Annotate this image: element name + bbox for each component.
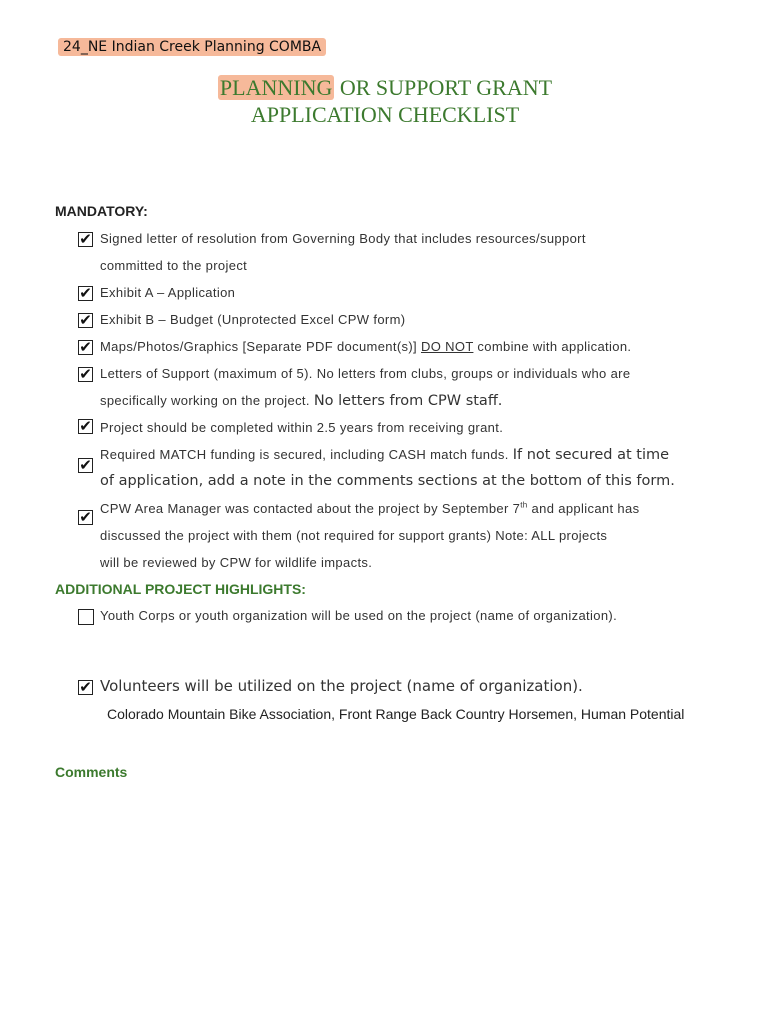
item-text-segment: CPW Area Manager was contacted about the project by September 7	[100, 501, 521, 516]
checkbox-checked-icon[interactable]: ✔	[79, 417, 92, 435]
item-text-line: Project should be completed within 2.5 years from receiving grant.	[100, 420, 504, 435]
item-text-line: of application, add a note in the comments sections at the bottom of this form.	[100, 473, 675, 489]
item-text-line	[100, 441, 718, 469]
checkbox-checked-icon[interactable]: ✔	[79, 338, 92, 356]
checkbox-unchecked-icon[interactable]	[78, 609, 94, 625]
item-text-segment: Required MATCH funding is secured, including CASH match funds.	[100, 447, 513, 462]
title-line-2: APPLICATION CHECKLIST	[250, 102, 520, 127]
item-text-segment: Maps/Photos/Graphics [Separate PDF document(s)]	[100, 339, 421, 354]
item-text-line: Signed letter of resolution from Governing Body that includes resources/support	[100, 231, 586, 246]
item-text-segment: combine with application.	[473, 339, 632, 354]
title-line-1	[0, 74, 770, 101]
item-text-line	[100, 495, 718, 522]
do-not-emphasis: DO NOT	[421, 339, 474, 354]
item-text-line: committed to the project	[100, 258, 248, 273]
item-text-segment: If not secured at time	[512, 447, 670, 463]
title-highlight: PLANNING	[219, 75, 333, 100]
page-title	[0, 74, 770, 128]
superscript: th	[520, 500, 528, 510]
comments-heading: Comments	[55, 764, 128, 780]
item-text-segment: specifically working on the project.	[100, 393, 314, 408]
item-text-line	[100, 387, 718, 415]
item-text-line: Exhibit B – Budget (Unprotected Excel CPW form)	[100, 312, 406, 327]
mandatory-heading: MANDATORY:	[55, 203, 148, 219]
checkbox-checked-icon[interactable]: ✔	[79, 365, 92, 383]
volunteer-organizations: Colorado Mountain Bike Association, Front Range Back Country Horsemen, Human Potential	[107, 706, 685, 722]
item-text-line: will be reviewed by CPW for wildlife impacts.	[100, 555, 373, 570]
checkbox-checked-icon[interactable]: ✔	[79, 230, 92, 248]
item-text-line: Exhibit A – Application	[100, 285, 236, 300]
document-tag: 24_NE Indian Creek Planning COMBA	[58, 38, 326, 56]
checkbox-checked-icon[interactable]: ✔	[79, 284, 92, 302]
item-text-line: discussed the project with them (not required for support grants) Note: ALL projects	[100, 528, 608, 543]
item-text-line	[100, 333, 718, 360]
item-text-line: Volunteers will be utilized on the project (name of organization).	[100, 677, 583, 695]
item-text-line: Youth Corps or youth organization will be used on the project (name of organization).	[100, 608, 618, 623]
item-text-segment: No letters from CPW staff.	[313, 393, 503, 409]
checkbox-checked-icon[interactable]: ✔	[79, 311, 92, 329]
title-line-1-rest: OR SUPPORT GRANT	[334, 75, 553, 100]
checkbox-checked-icon[interactable]: ✔	[79, 678, 92, 696]
checkbox-checked-icon[interactable]: ✔	[79, 508, 92, 526]
additional-highlights-heading: ADDITIONAL PROJECT HIGHLIGHTS:	[55, 581, 306, 597]
item-text-segment: and applicant has	[527, 501, 640, 516]
checkbox-checked-icon[interactable]: ✔	[79, 456, 92, 474]
item-text-line: Letters of Support (maximum of 5). No letters from clubs, groups or individuals who are	[100, 366, 631, 381]
